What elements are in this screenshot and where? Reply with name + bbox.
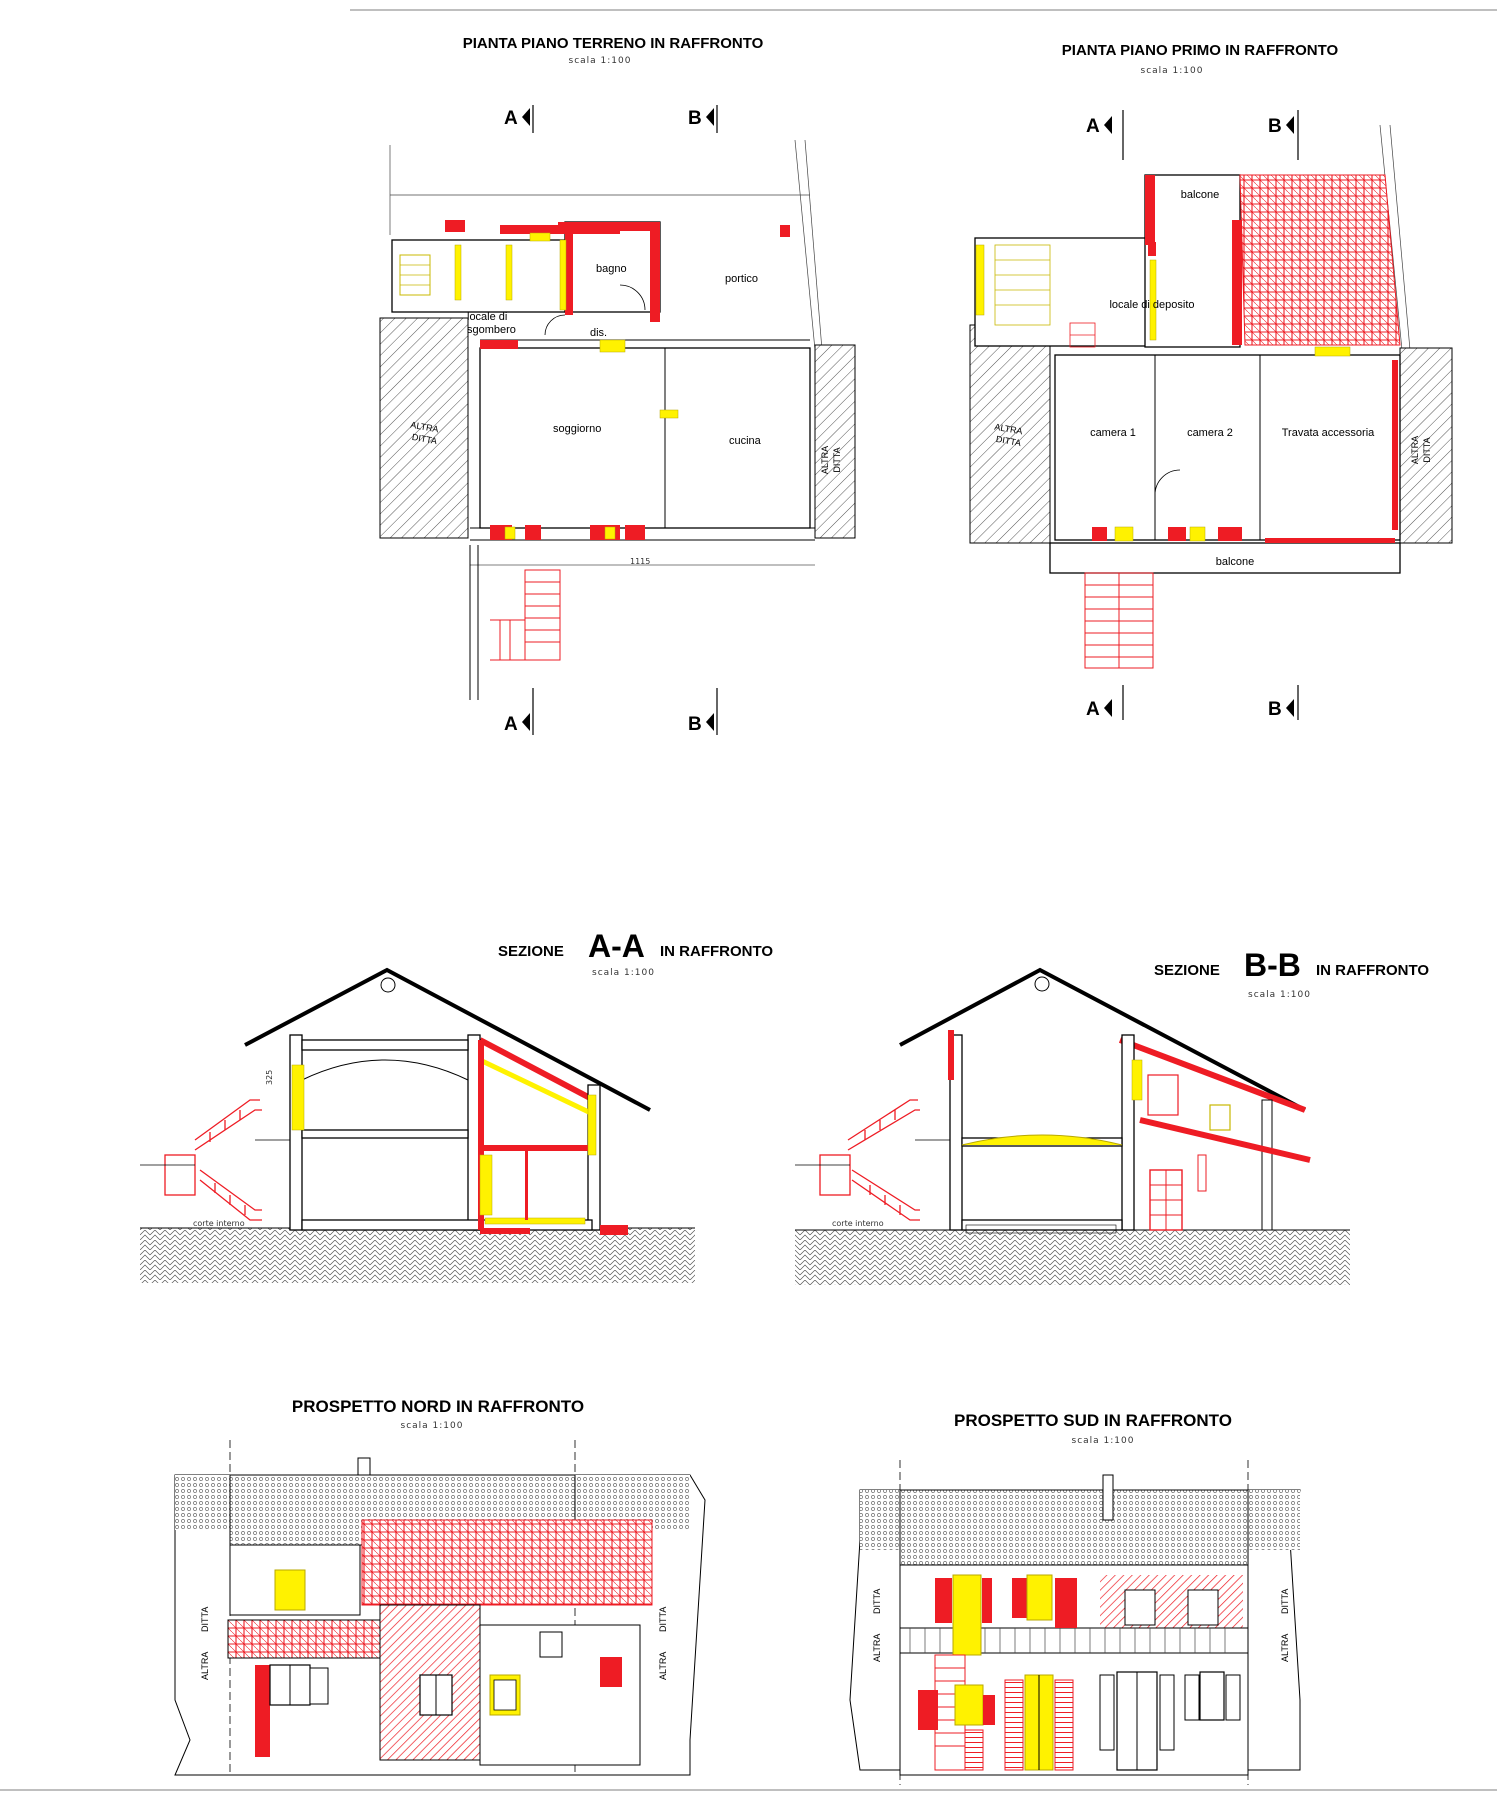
svg-text:ALTRA: ALTRA (1410, 435, 1420, 465)
section-bb-label: B-B (1244, 947, 1301, 983)
elevation-sud-scale: scala 1:100 (1071, 1436, 1135, 1446)
elevation-sud-title: PROSPETTO SUD IN RAFFRONTO (953, 1411, 1233, 1430)
section-aa-scale: scala 1:100 (592, 968, 655, 978)
section-marker-a-top: A (1086, 116, 1100, 137)
svg-text:DITTA: DITTA (1280, 1588, 1290, 1614)
neighbour-right-hatch (815, 345, 855, 538)
section-marker-b-top: B (688, 108, 702, 129)
first-plan-scale: scala 1:100 (1140, 66, 1204, 76)
dimension-1115: 1115 (630, 557, 651, 566)
svg-text:ALTRA: ALTRA (1280, 1633, 1290, 1662)
svg-text:DITTA: DITTA (995, 433, 1022, 449)
svg-text:DITTA: DITTA (658, 1606, 668, 1632)
ground-plan-title: PIANTA PIANO TERRENO IN RAFFRONTO (462, 35, 764, 52)
marker-arrow-icon (522, 108, 530, 126)
svg-text:DITTA: DITTA (832, 447, 842, 473)
section-aa-label: A-A (588, 928, 645, 964)
room-locale-1: locale di (467, 311, 508, 323)
section-bb-scale: scala 1:100 (1248, 990, 1311, 1000)
corte-interno-bb: corte interno (832, 1219, 884, 1228)
room-camera-1: camera 1 (1090, 427, 1136, 439)
svg-text:DITTA: DITTA (1422, 437, 1432, 463)
section-bb-suffix: IN RAFFRONTO (1316, 962, 1430, 979)
nord-ditta: DITTA (200, 1606, 210, 1632)
room-travata: Travata accessoria (1281, 427, 1375, 439)
section-bb-prefix: SEZIONE (1154, 962, 1220, 979)
svg-text:ALTRA: ALTRA (658, 1651, 668, 1680)
tiled-roof-red (1240, 175, 1400, 345)
svg-text:ALTRA: ALTRA (820, 445, 830, 475)
elevation-nord-scale: scala 1:100 (400, 1421, 464, 1431)
section-marker-b-bottom: B (688, 714, 702, 735)
room-deposito: locale di deposito (1109, 299, 1195, 311)
section-marker-a-bottom: A (504, 714, 518, 735)
nord-altra: ALTRA (200, 1651, 210, 1680)
ground-plan-scale: scala 1:100 (568, 56, 632, 66)
elevation-nord-title: PROSPETTO NORD IN RAFFRONTO (291, 1397, 585, 1416)
ditta-label: DITTA (411, 431, 438, 447)
section-marker-a-bottom: A (1086, 699, 1100, 720)
room-locale-2: sgombero (467, 324, 516, 336)
sud-ditta: DITTA (872, 1588, 882, 1614)
section-aa (140, 928, 773, 1283)
section-marker-b-bottom: B (1268, 699, 1282, 720)
svg-text:ALTRA: ALTRA (993, 421, 1024, 437)
corte-interno-aa: corte interno (193, 1219, 245, 1228)
room-cucina: cucina (729, 435, 761, 447)
sud-altra: ALTRA (872, 1633, 882, 1662)
section-aa-prefix: SEZIONE (498, 943, 564, 960)
room-dis: dis. (590, 327, 608, 339)
section-aa-suffix: IN RAFFRONTO (660, 943, 774, 960)
section-bb (795, 947, 1429, 1285)
room-soggiorno: soggiorno (553, 423, 602, 435)
room-balcone-top: balcone (1180, 189, 1220, 201)
room-camera-2: camera 2 (1187, 427, 1233, 439)
dim-325: 325 (265, 1069, 274, 1085)
room-bagno: bagno (596, 263, 627, 275)
elevation-nord (175, 1397, 705, 1775)
altra-label: ALTRA (409, 419, 440, 435)
first-plan-title: PIANTA PIANO PRIMO IN RAFFRONTO (1061, 42, 1339, 59)
section-marker-b-top: B (1268, 116, 1282, 137)
ground-floor-plan (380, 35, 855, 735)
section-marker-a-top: A (504, 108, 518, 129)
room-balcone-bottom: balcone (1215, 556, 1255, 568)
marker-arrow-icon (706, 108, 714, 126)
elevation-sud (850, 1411, 1300, 1785)
first-floor-plan (970, 42, 1452, 720)
room-portico: portico (725, 273, 759, 285)
